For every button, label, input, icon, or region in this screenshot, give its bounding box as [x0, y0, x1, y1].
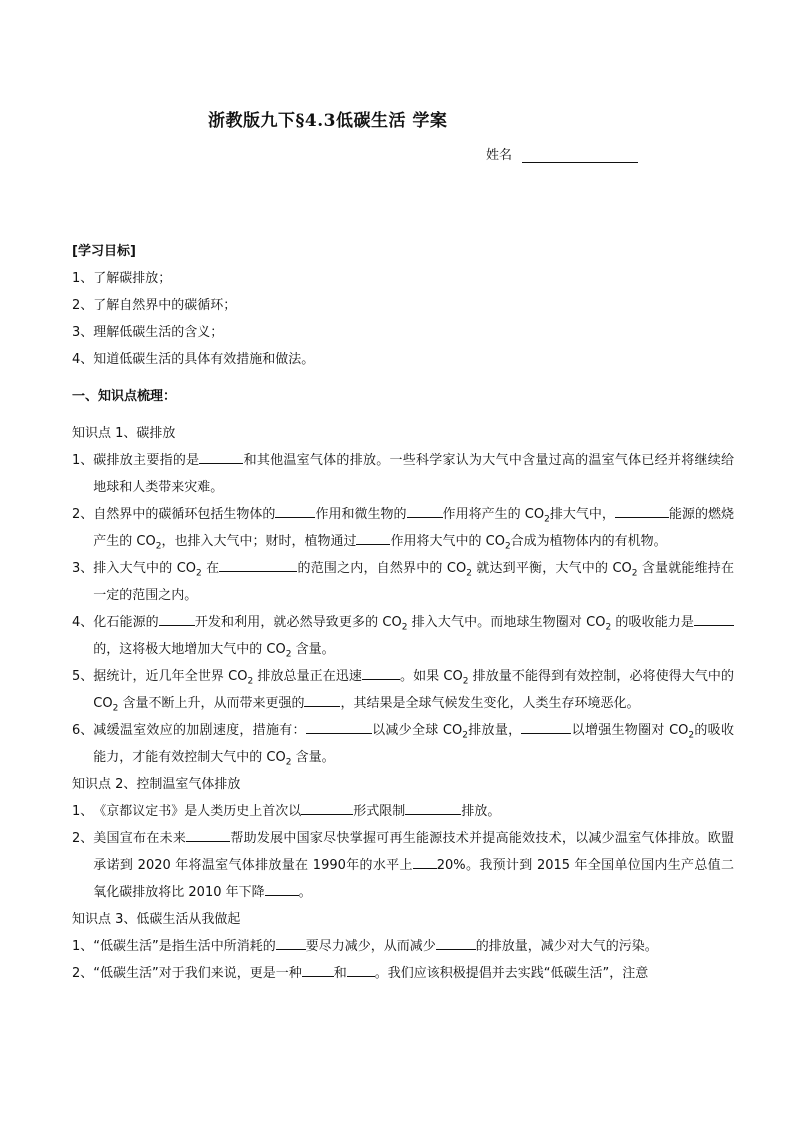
question-text: 的范围之内，自然界中的 CO	[297, 561, 467, 576]
question-text: 含量。	[295, 642, 335, 657]
question-text: 和其他温室气体的排放。一些科学家认为大气中含量过高的温室气体已经并将继续给地球和人类带来灾难。	[93, 453, 734, 495]
knowledge-point-2: 知识点 2、控制温室气体排放	[72, 777, 241, 792]
question-text: 自然界中的碳循环包括生物体的	[93, 507, 276, 522]
subscript: 2	[401, 622, 408, 633]
question-number: 6、	[72, 723, 94, 738]
answer-blank[interactable]	[302, 961, 334, 977]
question-text: 形式限制	[353, 804, 406, 819]
question-text: 减缓温室效应的加剧速度，措施有：	[93, 723, 306, 738]
answer-blank[interactable]	[356, 529, 390, 545]
goals-heading: [学习目标]	[72, 244, 136, 259]
question-text: 排入大气中的 CO	[93, 561, 197, 576]
goal-item: 2、了解自然界中的碳循环；	[72, 298, 237, 313]
answer-blank[interactable]	[304, 691, 340, 707]
answer-blank[interactable]	[219, 556, 297, 572]
kp2-question-1	[72, 798, 734, 825]
question-number: 2、	[72, 507, 94, 522]
question-text: 20%。我预计到 2015 年全国单位国内生产总值二氧化碳排放将比 2010 年下降	[93, 858, 734, 900]
question-text: 开发和利用，就必然导致更多的 CO	[194, 615, 402, 630]
question-text: 化石能源的	[93, 615, 159, 630]
kp2-question-2	[72, 825, 734, 906]
answer-blank[interactable]	[362, 664, 400, 680]
question-text: 《京都议定书》是人类历史上首次以	[93, 804, 302, 819]
answer-blank[interactable]	[521, 718, 571, 734]
document-body	[72, 238, 734, 987]
answer-blank[interactable]	[276, 934, 306, 950]
subscript: 2	[196, 568, 202, 579]
question-text: ，其结果是全球气候发生变化，人类生存环境恶化。	[340, 696, 640, 711]
goal-item: 1、了解碳排放；	[72, 271, 172, 286]
kp3-question-1	[72, 933, 734, 960]
answer-blank[interactable]	[186, 826, 230, 842]
question-text: 排放。	[461, 804, 501, 819]
question-text: 的吸收能力，才能有效控制大气中的 CO	[93, 723, 734, 765]
question-text: 排放量不能得到有效控制，必将使得大气中的 CO	[93, 669, 734, 711]
question-1	[72, 447, 734, 501]
name-blank[interactable]	[522, 148, 638, 163]
subscript: 2	[247, 676, 254, 687]
subscript: 2	[631, 568, 638, 579]
question-text: 含量就能维持在一定的范围之内。	[93, 561, 734, 603]
subscript: 2	[466, 568, 472, 579]
question-text: 。我们应该积极提倡并去实践“低碳生活”，注意	[374, 966, 649, 981]
question-text: 排放总量正在迅速	[257, 669, 362, 684]
answer-blank[interactable]	[413, 853, 437, 869]
question-text: 作用将产生的 CO	[442, 507, 545, 522]
subscript: 2	[605, 622, 612, 633]
question-text: 含量不断上升，从而带来更强的	[122, 696, 305, 711]
question-text: 在	[206, 561, 220, 576]
question-number: 4、	[72, 615, 94, 630]
subscript: 2	[112, 703, 119, 714]
question-text: “低碳生活”是指生活中所消耗的	[93, 939, 276, 954]
subscript: 2	[285, 649, 292, 660]
question-4	[72, 609, 734, 663]
subscript: 2	[688, 730, 695, 741]
question-text: 排入大气中。而地球生物圈对 CO	[411, 615, 606, 630]
subscript: 2	[462, 730, 468, 741]
question-text: 合成为植物体内的有机物。	[510, 534, 667, 549]
question-text: ，也排入大气中；财时，植物通过	[161, 534, 357, 549]
goal-item: 4、知道低碳生活的具体有效措施和做法。	[72, 352, 315, 367]
question-5	[72, 663, 734, 717]
question-text: 排大气中，	[549, 507, 615, 522]
question-3	[72, 555, 734, 609]
question-text: 含量。	[295, 750, 335, 765]
page-title: 浙教版九下§4.3低碳生活 学案	[208, 111, 448, 131]
question-text: 能源的燃烧产生的 CO	[93, 507, 734, 549]
question-text: 和	[333, 966, 347, 981]
answer-blank[interactable]	[615, 502, 669, 518]
question-text: 据统计，近几年全世界 CO	[93, 669, 248, 684]
answer-blank[interactable]	[301, 799, 353, 815]
answer-blank[interactable]	[694, 610, 734, 626]
question-number: 1、	[72, 939, 94, 954]
question-text: 帮助发展中国家尽快掌握可再生能源技术并提高能效技术，以减少温室气体排放。欧盟承诺到 2020 年将温室气体排放量在 1990年的水平上	[93, 831, 734, 873]
question-number: 1、	[72, 453, 94, 468]
answer-blank[interactable]	[347, 961, 375, 977]
question-number: 5、	[72, 669, 94, 684]
answer-blank[interactable]	[265, 880, 299, 896]
answer-blank[interactable]	[405, 799, 461, 815]
question-number: 1、	[72, 804, 94, 819]
question-text: 要尽力减少，从而减少	[305, 939, 436, 954]
question-number: 3、	[72, 561, 94, 576]
question-text: 美国宣布在未来	[93, 831, 187, 846]
question-text: 排放量，	[467, 723, 522, 738]
answer-blank[interactable]	[436, 934, 476, 950]
subscript: 2	[285, 757, 292, 768]
subscript: 2	[155, 541, 162, 552]
question-text: 的排放量，减少对大气的污染。	[475, 939, 658, 954]
question-text: 。	[298, 885, 312, 900]
question-number: 2、	[72, 831, 94, 846]
subscript: 2	[504, 541, 511, 552]
answer-blank[interactable]	[275, 502, 315, 518]
knowledge-point-1: 知识点 1、碳排放	[72, 426, 176, 441]
question-6	[72, 717, 734, 771]
kp3-question-2	[72, 960, 734, 987]
question-text: 的吸收能力是	[615, 615, 694, 630]
question-text: 以减少全球 CO	[371, 723, 463, 738]
question-text: 的，这将极大地增加大气中的 CO	[93, 642, 286, 657]
name-label: 姓名	[486, 148, 513, 163]
answer-blank[interactable]	[199, 448, 243, 464]
subscript: 2	[544, 514, 550, 525]
question-2	[72, 501, 734, 555]
answer-blank[interactable]	[407, 502, 443, 518]
name-field	[486, 144, 638, 163]
section-heading: 一、知识点梳理：	[72, 389, 177, 404]
subscript: 2	[462, 676, 469, 687]
answer-blank[interactable]	[306, 718, 372, 734]
question-text: 碳排放主要指的是	[93, 453, 200, 468]
question-text: 。如果 CO	[399, 669, 463, 684]
goal-item: 3、理解低碳生活的含义；	[72, 325, 224, 340]
question-text: 作用和微生物的	[315, 507, 407, 522]
question-text: “低碳生活”对于我们来说，更是一种	[93, 966, 302, 981]
answer-blank[interactable]	[159, 610, 195, 626]
question-text: 就达到平衡，大气中的 CO	[476, 561, 632, 576]
knowledge-point-3: 知识点 3、低碳生活从我做起	[72, 912, 241, 927]
question-text: 作用将大气中的 CO	[390, 534, 505, 549]
question-text: 以增强生物圈对 CO	[571, 723, 689, 738]
question-number: 2、	[72, 966, 94, 981]
